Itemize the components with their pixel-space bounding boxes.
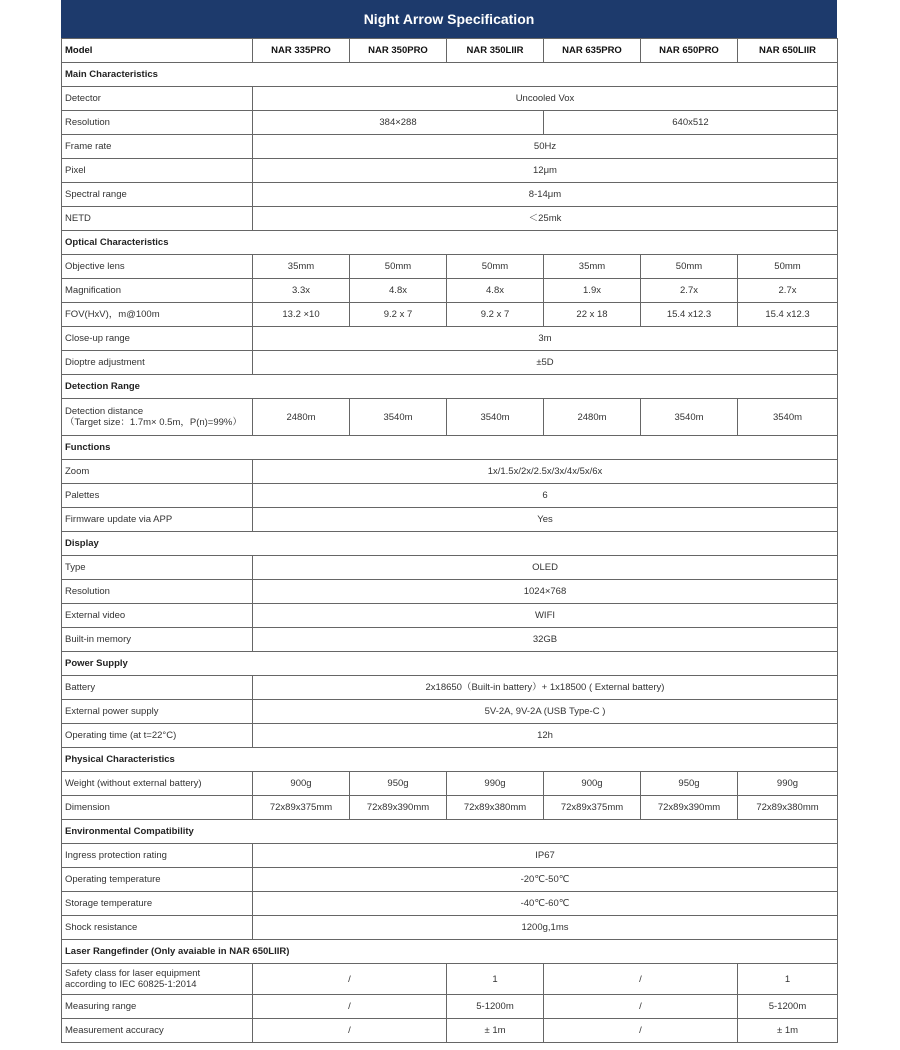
row-spectral [62,183,838,207]
row-value: 1x/1.5x/2x/2.5x/3x/4x/5x/6x [253,460,838,484]
row-battery [62,676,838,700]
row-value: 9.2 x 7 [447,303,544,327]
section-functions [62,436,838,460]
row-value: / [253,995,447,1019]
row-label: Shock resistance [62,916,253,940]
row-label: Operating time (at t=22°C) [62,724,253,748]
row-value: 3540m [447,399,544,436]
section-title: Physical Characteristics [62,748,838,772]
row-display-type [62,556,838,580]
row-value: 32GB [253,628,838,652]
row-label-line1: Detection distance [65,406,144,417]
section-title: Laser Rangefinder (Only avaiable in NAR 650LIIR) [62,940,838,964]
model-header-row [62,39,838,63]
row-value: 72x89x390mm [350,796,447,820]
row-value: 35mm [253,255,350,279]
row-netd [62,207,838,231]
model-label: Model [62,39,253,63]
row-weight [62,772,838,796]
row-label-line2: according to IEC 60825-1:2014 [65,979,197,990]
row-label: External power supply [62,700,253,724]
row-resolution [62,111,838,135]
row-firmware [62,508,838,532]
row-detection-distance [62,399,838,436]
row-label: Battery [62,676,253,700]
row-value: 72x89x390mm [641,796,738,820]
row-label: Dimension [62,796,253,820]
row-label: Operating temperature [62,868,253,892]
row-label: Spectral range [62,183,253,207]
row-value: 50mm [350,255,447,279]
row-memory [62,628,838,652]
model-4: NAR 635PRO [544,39,641,63]
row-value: WIFI [253,604,838,628]
row-value: ± 1m [447,1019,544,1043]
row-label: Palettes [62,484,253,508]
row-value: 1024×768 [253,580,838,604]
row-laser-safety [62,964,838,995]
row-value: 384×288 [253,111,544,135]
row-objective [62,255,838,279]
row-storage-temp [62,892,838,916]
row-label: Objective lens [62,255,253,279]
section-title: Functions [62,436,838,460]
row-value: 50mm [447,255,544,279]
row-label: Storage temperature [62,892,253,916]
row-value: 12μm [253,159,838,183]
row-label: Zoom [62,460,253,484]
row-value: 50mm [641,255,738,279]
row-label: Measurement accuracy [62,1019,253,1043]
row-value: 3540m [738,399,838,436]
row-value: 2480m [544,399,641,436]
row-value: 950g [641,772,738,796]
row-value: 15.4 x12.3 [738,303,838,327]
row-label: Frame rate [62,135,253,159]
row-value: 5-1200m [738,995,838,1019]
row-shock [62,916,838,940]
row-label: External video [62,604,253,628]
row-operating-temp [62,868,838,892]
row-label: Weight (without external battery) [62,772,253,796]
row-label: NETD [62,207,253,231]
row-value: 72x89x380mm [447,796,544,820]
row-value: 50Hz [253,135,838,159]
row-value: 2x18650（Built-in battery）+ 1x18500 ( External battery) [253,676,838,700]
row-magnification [62,279,838,303]
row-label: Type [62,556,253,580]
row-value: 13.2 ×10 [253,303,350,327]
section-optical [62,231,838,255]
row-label: Magnification [62,279,253,303]
row-value: / [544,964,738,995]
row-value: 5V-2A, 9V-2A (USB Type-C ) [253,700,838,724]
row-value: / [544,995,738,1019]
row-value: 1 [738,964,838,995]
row-value: 2480m [253,399,350,436]
section-environmental [62,820,838,844]
row-value: 3540m [641,399,738,436]
row-fov [62,303,838,327]
row-value: IP67 [253,844,838,868]
row-measuring-range [62,995,838,1019]
row-value: / [544,1019,738,1043]
row-value: 900g [544,772,641,796]
row-value: Uncooled Vox [253,87,838,111]
row-external-power [62,700,838,724]
row-label: Built-in memory [62,628,253,652]
section-title: Environmental Compatibility [62,820,838,844]
row-label: Measuring range [62,995,253,1019]
row-value: 50mm [738,255,838,279]
row-value: 3.3x [253,279,350,303]
row-closeup [62,327,838,351]
row-frame-rate [62,135,838,159]
row-label [62,399,253,436]
row-value: 72x89x375mm [253,796,350,820]
row-value: -40℃-60℃ [253,892,838,916]
row-value: 72x89x380mm [738,796,838,820]
model-1: NAR 335PRO [253,39,350,63]
row-label: Dioptre adjustment [62,351,253,375]
row-value: 6 [253,484,838,508]
row-value: ±5D [253,351,838,375]
row-value: 640x512 [544,111,838,135]
row-pixel [62,159,838,183]
row-ingress [62,844,838,868]
row-operating-time [62,724,838,748]
row-label-line1: Safety class for laser equipment [65,968,201,979]
row-palettes [62,484,838,508]
row-label: Detector [62,87,253,111]
section-main [62,63,838,87]
row-value: 1 [447,964,544,995]
section-title: Optical Characteristics [62,231,838,255]
section-display [62,532,838,556]
row-value: 5-1200m [447,995,544,1019]
section-physical [62,748,838,772]
section-title: Power Supply [62,652,838,676]
section-detection [62,375,838,399]
row-label: Close-up range [62,327,253,351]
row-value: 2.7x [641,279,738,303]
row-value: 1200g,1ms [253,916,838,940]
row-external-video [62,604,838,628]
section-title: Main Characteristics [62,63,838,87]
row-value: 72x89x375mm [544,796,641,820]
row-label: Pixel [62,159,253,183]
section-power [62,652,838,676]
row-label: Resolution [62,580,253,604]
row-value: 22 x 18 [544,303,641,327]
row-value: 15.4 x12.3 [641,303,738,327]
row-value: 2.7x [738,279,838,303]
model-6: NAR 650LIIR [738,39,838,63]
row-label [62,964,253,995]
row-value: / [253,1019,447,1043]
row-value: 4.8x [350,279,447,303]
row-value: OLED [253,556,838,580]
row-measurement-accuracy [62,1019,838,1043]
row-label: FOV(HxV)，m@100m [62,303,253,327]
spec-sheet [61,0,837,1043]
row-value: ± 1m [738,1019,838,1043]
row-value: ＜25mk [253,207,838,231]
row-value: 12h [253,724,838,748]
row-value: 3m [253,327,838,351]
row-value: / [253,964,447,995]
row-value: 35mm [544,255,641,279]
row-value: 3540m [350,399,447,436]
model-2: NAR 350PRO [350,39,447,63]
section-title: Display [62,532,838,556]
row-dimension [62,796,838,820]
row-zoom [62,460,838,484]
spec-title: Night Arrow Specification [61,0,837,38]
model-3: NAR 350LIIR [447,39,544,63]
row-value: 1.9x [544,279,641,303]
row-label: Firmware update via APP [62,508,253,532]
row-value: 9.2 x 7 [350,303,447,327]
row-value: 4.8x [447,279,544,303]
row-value: 950g [350,772,447,796]
row-value: Yes [253,508,838,532]
section-title: Detection Range [62,375,838,399]
row-value: 8-14μm [253,183,838,207]
row-display-resolution [62,580,838,604]
section-laser [62,940,838,964]
model-5: NAR 650PRO [641,39,738,63]
row-value: 900g [253,772,350,796]
row-value: 990g [738,772,838,796]
row-label: Resolution [62,111,253,135]
row-label-line2: （Target size：1.7m× 0.5m，P(n)=99%） [65,417,242,428]
row-dioptre [62,351,838,375]
row-detector [62,87,838,111]
row-value: 990g [447,772,544,796]
row-value: -20℃-50℃ [253,868,838,892]
row-label: Ingress protection rating [62,844,253,868]
spec-table [61,38,838,1043]
